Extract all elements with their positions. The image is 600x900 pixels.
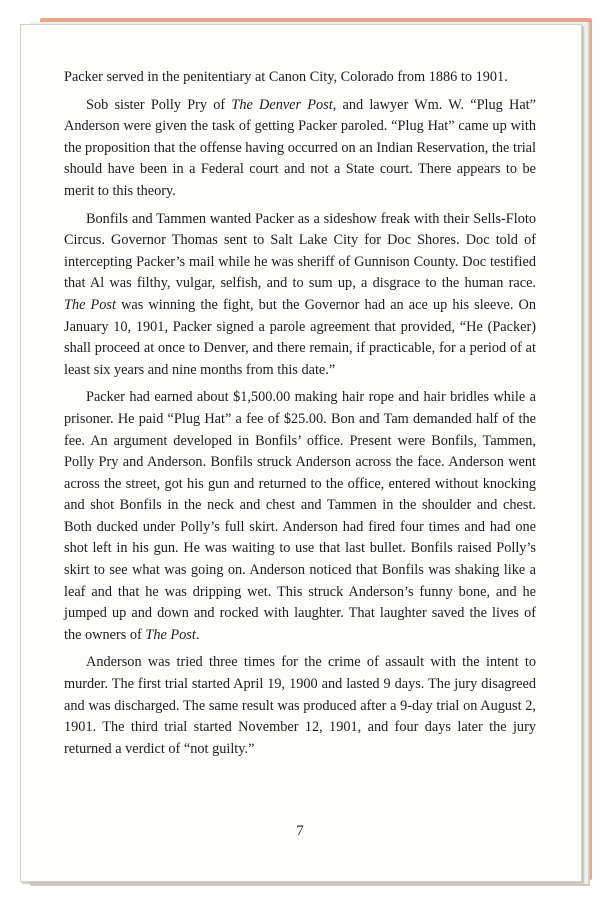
body-text [64, 67, 536, 766]
page-number: 7 [296, 823, 304, 839]
paragraph-4: Packer had earned about $1,500.00 making hair rope and hair bridles while a prisoner. He paid “Plug Hat” a fee of $25.00. Bon and Tam demanded half of the fee. An argument developed in Bonfils’ office. Present were Bonfils, Tammen, Polly Pry and Anderson. Bonfils struck Anderson across the face. Anderson went across the street, got his gun and returned to the office, entered without knocking and shot Bonfils in the neck and chest and Tammen in the shoulder and chest. Both ducked under Polly’s full skirt. Anderson had fired four times and had one shot left in his gun. He was waiting to use that last bullet. Bonfils raised Polly’s skirt to see what was going on. Anderson noticed that Bonfils was shaking like a leaf and that he was dripping wet. This struck Anderson’s funny bone, and he jumped up and down and rocked with laughter. That laughter saved the lives of the owners of The Post. [64, 389, 536, 643]
paragraph-1: Packer served in the penitentiary at Canon City, Colorado from 1886 to 1901. [64, 69, 508, 85]
paragraph-2: Sob sister Polly Pry of The Denver Post, and lawyer Wm. W. “Plug Hat” Anderson were given the task of getting Packer paroled. “Plug Hat” came up with the proposition that the offense having occurred on an Indian Reservation, the trial should have been in a Federal court and not a State court. There appears to be merit to this theory. [64, 96, 536, 199]
paragraph-3: Bonfils and Tammen wanted Packer as a sideshow freak with their Sells-Floto Circus. Governor Thomas sent to Salt Lake City for Doc Shores. Doc told of intercepting Packer’s mail while he was sheriff of Gunnison County. Doc testified that Al was filthy, vulgar, selfish, and to sum up, a disgrace to the human race. The Post was winning the fight, but the Governor had an ace up his sleeve. On January 10, 1901, Packer signed a parole agreement that provided, “He (Packer) shall proceed at once to Denver, and there remain, if practicable, for a period of at least six years and nine months from this date.” [64, 210, 537, 378]
paragraph-5: Anderson was tried three times for the crime of assault with the intent to murder. The first trial started April 19, 1900 and lasted 9 days. The jury disagreed and was discharged. The same result was produced after a 9-day trial on August 2, 1901. The third trial started November 12, 1901, and four days later the jury returned a verdict of “not guilty.” [64, 654, 536, 757]
